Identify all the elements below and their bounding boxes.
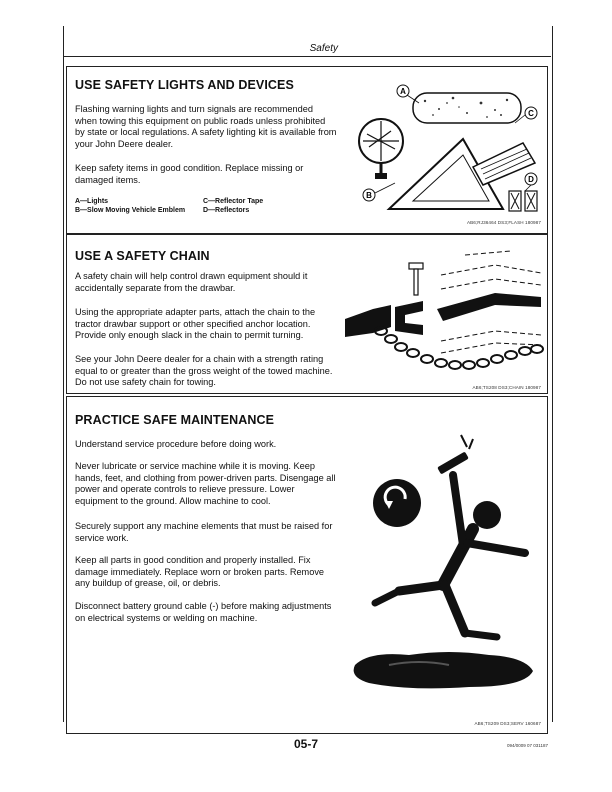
callout-d: D	[528, 175, 534, 184]
tongue-outline	[441, 265, 541, 275]
paragraph: Keep safety items in good condition. Replace missing or damaged items.	[75, 163, 304, 185]
figure-caption: AB6;TS208 DS3;CHAIN 180987	[472, 385, 541, 390]
section-safety-chain	[66, 234, 548, 394]
section-title: PRACTICE SAFE MAINTENANCE	[75, 413, 275, 427]
flasher-base	[375, 173, 387, 179]
paragraph: Securely support any machine elements that must be raised for service work.	[75, 521, 333, 543]
section-safe-maintenance	[66, 396, 548, 734]
drawbar-clevis	[395, 301, 423, 335]
callout-b: B	[366, 191, 372, 200]
paragraph: A safety chain will help control drawn equipment should it accidentally separate from the drawbar.	[75, 271, 308, 293]
paragraph: Keep all parts in good condition and properly installed. Fix damage immediately. Replace worn or broken parts. Remove any buildup of grease, oil, or debris.	[75, 555, 325, 589]
safety-lights-illustration	[355, 79, 545, 229]
header-title: Safety	[309, 43, 338, 54]
tongue-outline	[441, 279, 541, 289]
paragraph: See your John Deere dealer for a chain with a strength rating equal to or greater than the gross weight of the towed machine. Do not use safety chain for towing.	[75, 354, 333, 388]
paragraph: Disconnect battery ground cable (-) before making adjustments on electrical systems or welding on machine.	[75, 601, 332, 623]
paragraph: Never lubricate or service machine while it is moving. Keep hands, feet, and clothing from power-driven parts. Disengage all power and operate controls to relieve pressure. Lower equipment to the ground. Allow machine to cool.	[75, 461, 336, 506]
oil-puddle	[354, 652, 533, 688]
footer-code: 094/0009 07 031187	[507, 743, 548, 748]
safety-chain	[375, 327, 543, 369]
page-header	[63, 38, 551, 56]
section-safety-lights	[66, 66, 548, 234]
legend-item: A—Lights	[75, 198, 109, 205]
safety-chain-illustration	[345, 245, 545, 380]
figure-caption: AB6;RJ36464 DS3;FLASH 180987	[466, 220, 541, 225]
light-bar	[413, 93, 521, 123]
paragraph: Understand service procedure before doing work.	[75, 439, 277, 449]
figure-legend	[75, 197, 263, 215]
section-title: USE SAFETY LIGHTS AND DEVICES	[75, 78, 294, 92]
legend-item: C—Reflector Tape	[203, 198, 264, 205]
header-rule	[63, 56, 551, 57]
hitch-pin	[414, 269, 418, 295]
callout-c: C	[528, 109, 534, 118]
paragraph: Using the appropriate adapter parts, attach the chain to the tractor drawbar support or other specified anchor location. Provide only enough slack in the chain to permit turning.	[75, 307, 316, 341]
section-title: USE A SAFETY CHAIN	[75, 249, 210, 263]
paragraph: Flashing warning lights and turn signals are recommended when towing this equipment on public roads unless prohibited by state or local regulations. A safety lighting kit is available from your John Deere dealer.	[75, 104, 337, 149]
drawbar	[345, 305, 391, 337]
page-number: 05-7	[293, 737, 319, 751]
implement-hitch	[437, 293, 541, 321]
hitch-pin-head	[409, 263, 423, 269]
callout-a: A	[400, 87, 406, 96]
legend-item: D—Reflectors	[203, 207, 250, 214]
maintenance-hazard-illustration	[349, 425, 539, 695]
legend-item: B—Slow Moving Vehicle Emblem	[75, 207, 186, 214]
figure-caption: AB6;TS209 DS3;SERV 160687	[474, 721, 541, 726]
